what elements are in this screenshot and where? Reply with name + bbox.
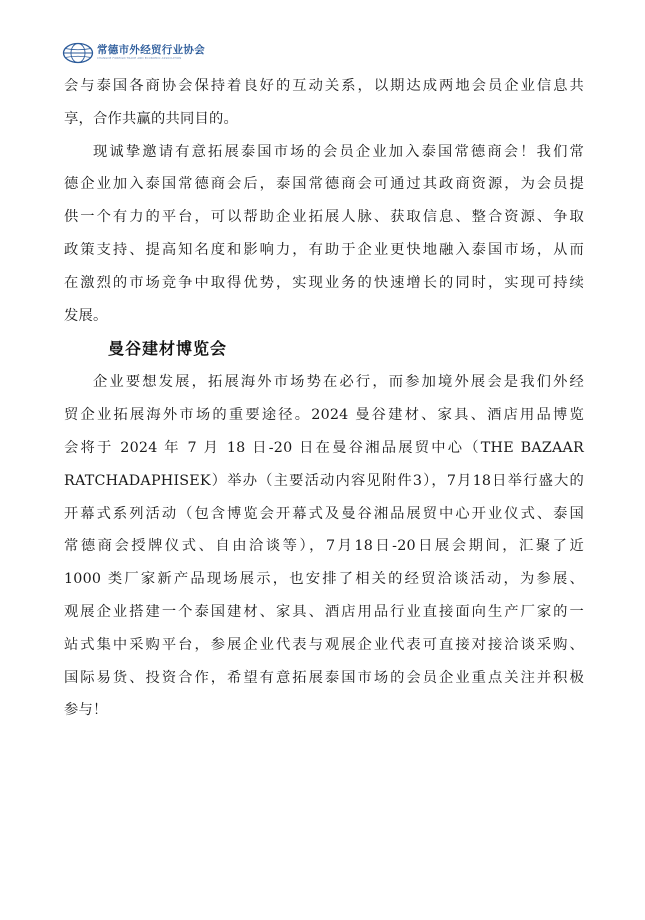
paragraph-line: 国际易货、投资合作，希望有意拓展泰国市场的会员企业重点关注并积极 [64,669,584,686]
paragraph-line: 会与泰国各商协会保持着良好的互动关系，以期达成两地会员企业信息共 [64,78,584,94]
paragraph-line: 1000 类厂家新产品现场展示，也安排了相关的经贸洽谈活动，为参展、 [64,571,584,588]
paragraph-3 [64,366,584,727]
paragraph-line: 企业要想发展，拓展海外市场势在必行，而参加境外展会是我们外经 [93,374,584,391]
association-logo-icon [62,42,94,64]
paragraph-2 [64,136,584,333]
section-heading: 曼谷建材博览会 [108,339,228,359]
paragraph-line: 在激烈的市场竞争中取得优势，实现业务的快速增长的同时，实现可持续 [64,274,584,291]
paragraph-line: 会将于 2024 年 7 月 18 日-20 日在曼谷湘品展贸中心（THE BAZAAR [64,439,584,456]
paragraph-line: 现诚挚邀请有意拓展泰国市场的会员企业加入泰国常德商会！我们常 [93,143,584,160]
header-text [97,45,205,60]
paragraph-line: 观展企业搭建一个泰国建材、家具、酒店用品行业直接面向生产厂家的一 [64,603,584,620]
paragraph-line: RATCHADAPHISEK）举办（主要活动内容见附件3），7月18日举行盛大的 [64,472,584,489]
association-name-en: CHANGDE FOREIGN TRADE AND ECONOMIC ASSOCIATION [97,56,182,60]
paragraph-line: 常德商会授牌仪式、自由洽谈等），7月18日-20日展会期间，汇聚了近 [64,538,584,555]
paragraph-line: 政策支持、提高知名度和影响力，有助于企业更快地融入泰国市场，从而 [64,241,584,258]
association-name: 常德市外经贸行业协会 [97,44,205,57]
paragraph-line: 发展。 [64,307,108,324]
document-body [64,70,584,727]
paragraph-line: 德企业加入泰国常德商会后，泰国常德商会可通过其政商资源，为会员提 [64,176,584,193]
paragraph-line: 开幕式系列活动（包含博览会开幕式及曼谷湘品展贸中心开业仪式、泰国 [64,505,584,522]
paragraph-line: 站式集中采购平台，参展企业代表与观展企业代表可直接对接洽谈采购、 [64,636,584,653]
paragraph-line: 贸企业拓展海外市场的重要途径。2024 曼谷建材、家具、酒店用品博览 [64,407,584,424]
paragraph-line: 供一个有力的平台，可以帮助企业拓展人脉、获取信息、整合资源、争取 [64,209,584,226]
paragraph-1 [64,70,584,136]
paragraph-line: 享，合作共赢的共同目的。 [64,110,238,127]
paragraph-line: 参与！ [64,702,108,719]
document-header [62,40,205,66]
